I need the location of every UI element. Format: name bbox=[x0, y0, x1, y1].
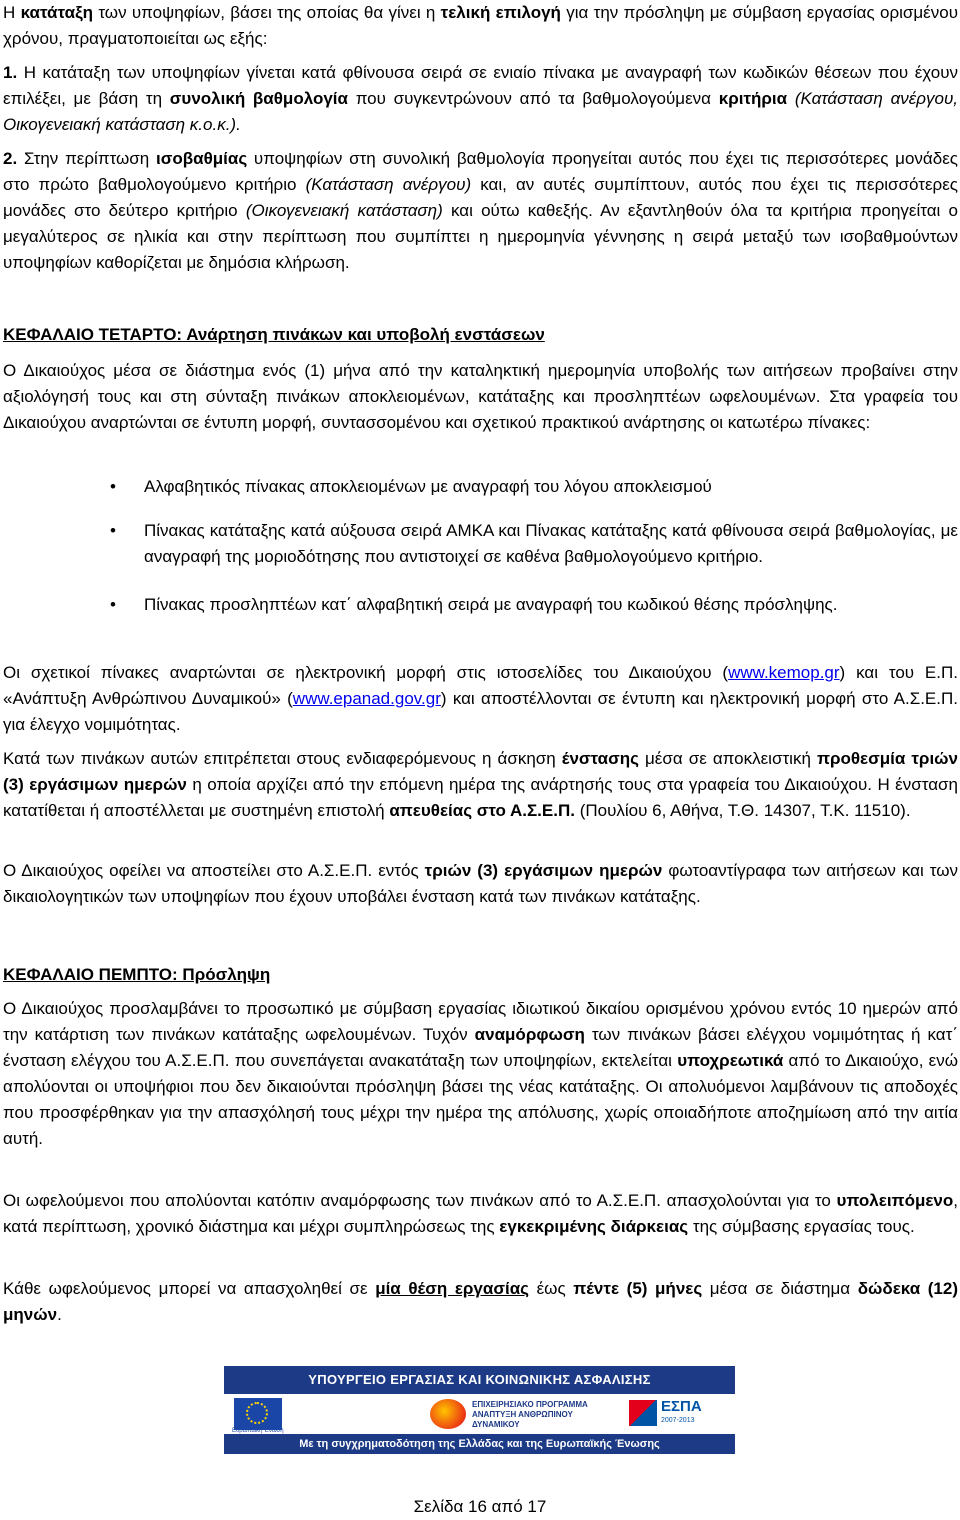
list-item-text: Πίνακας προσληπτέων κατ΄ αλφαβητική σειρά με αναγραφή του κωδικού θέσης πρόσληψης. bbox=[144, 595, 838, 614]
text: Η bbox=[3, 3, 21, 22]
chapter-5-paragraph-1 bbox=[3, 996, 958, 1152]
bold-text: αναμόρφωση bbox=[474, 1025, 585, 1044]
text: Οι ωφελούμενοι που απολύονται κατόπιν αναμόρφωσης των πινάκων από το Α.Σ.Ε.Π. απασχολούνται για το bbox=[3, 1191, 837, 1210]
criteria-item-2 bbox=[3, 146, 958, 276]
item-number: 1. bbox=[3, 63, 18, 82]
bold-text: εγκεκριμένης διάρκειας bbox=[499, 1217, 689, 1236]
eu-caption: Ευρωπαϊκή Ένωση bbox=[232, 1428, 284, 1434]
list-item-text: Αλφαβητικός πίνακας αποκλειομένων με αναγραφή του λόγου αποκλεισμού bbox=[144, 477, 712, 496]
cofunding-caption: Με τη συγχρηματοδότηση της Ελλάδας και της Ευρωπαϊκής Ένωσης bbox=[224, 1434, 735, 1454]
list-item bbox=[3, 474, 958, 500]
text: ) και αποστέλλονται σε έντυπη και ηλεκτρονική μορφή στο Α.Σ.Ε.Π. για έλεγχο νομιμότητας. bbox=[3, 689, 958, 734]
intro-paragraph bbox=[3, 0, 958, 52]
bold-text: δώδεκα (12) μηνών bbox=[3, 1279, 958, 1324]
chapter-4-paragraph-1: Ο Δικαιούχος μέσα σε διάστημα ενός (1) μήνα από την καταληκτική ημερομηνία υποβολής των αιτήσεων προβαίνει στην αξιολόγησή τους και στη σύνταξη πινάκων αποκλειομένων, κατάταξης και προσληπτέων ωφελουμένων. Στα γραφεία του Δικαιούχου αναρτώνται σε έντυπη μορφή, συντασσομένου και σχετικού πρακτικού ανάρτησης οι κατωτέρω πίνακες: bbox=[3, 361, 958, 432]
logos-strip bbox=[224, 1394, 735, 1434]
text: Κάθε ωφελούμενος μπορεί να απασχοληθεί σε bbox=[3, 1279, 376, 1298]
text: που συγκεντρώνουν από τα βαθμολογούμενα bbox=[347, 89, 719, 108]
page-number: Σελίδα 16 από 17 bbox=[413, 1497, 547, 1516]
chapter-5-paragraph-2 bbox=[3, 1188, 958, 1240]
funding-banner bbox=[224, 1366, 735, 1454]
bold-text: κριτήρια bbox=[718, 89, 788, 108]
espa-title: ΕΣΠΑ bbox=[661, 1398, 702, 1415]
espa-mark-icon bbox=[629, 1400, 657, 1426]
bold-text: τελική επιλογή bbox=[440, 3, 561, 22]
text: μέσα σε αποκλειστική bbox=[638, 749, 817, 768]
text: και, αν αυτές συμπίπτουν, αυτός που έχει τις περισσότερες μονάδες στο δεύτερο κριτήριο bbox=[3, 175, 958, 220]
chapter-5-paragraph-3 bbox=[3, 1276, 958, 1328]
list-item-text: Πίνακας κατάταξης κατά αύξουσα σειρά ΑΜΚΑ και Πίνακας κατάταξης κατά φθίνουσα σειρά βαθμολογίας, με αναγραφή της μοριοδότησης που αντιστοιχεί σε καθένα βαθμολογούμενο κριτήριο. bbox=[144, 521, 958, 566]
text: έως bbox=[528, 1279, 574, 1298]
bold-text: τριών (3) εργάσιμων ημερών bbox=[424, 861, 663, 880]
italic-text: (Οικογενειακή κατάσταση) bbox=[245, 201, 443, 220]
eu-stars-icon bbox=[246, 1402, 268, 1424]
bold-text: κατάταξη bbox=[20, 3, 94, 22]
operational-programme-logo-icon bbox=[430, 1399, 466, 1429]
chapter-4-paragraph-3 bbox=[3, 746, 958, 824]
bold-text: προθεσμία τριών (3) εργάσιμων ημερών bbox=[3, 749, 958, 794]
text: Ο Δικαιούχος οφείλει να αποστείλει στο Α.Σ.Ε.Π. εντός bbox=[3, 861, 425, 880]
text: Οι σχετικοί πίνακες αναρτώνται σε ηλεκτρονική μορφή στις ιστοσελίδες του Δικαιούχου ( bbox=[3, 663, 729, 682]
bullet-icon: • bbox=[110, 477, 116, 496]
text: ) και του Ε.Π. «Ανάπτυξη Ανθρώπινου Δυναμικού» ( bbox=[3, 663, 958, 708]
tables-list bbox=[3, 474, 958, 618]
espa-years: 2007-2013 bbox=[661, 1417, 695, 1424]
italic-text: (Κατάσταση ανέργου) bbox=[305, 175, 472, 194]
ministry-title: ΥΠΟΥΡΓΕΙΟ ΕΡΓΑΣΙΑΣ ΚΑΙ ΚΟΙΝΩΝΙΚΗΣ ΑΣΦΑΛΙΣΗΣ bbox=[224, 1366, 735, 1394]
bold-text: υπολειπόμενο bbox=[836, 1191, 954, 1210]
list-item bbox=[3, 592, 958, 618]
bold-text: πέντε (5) μήνες bbox=[573, 1279, 703, 1298]
text: των πινάκων βάσει ελέγχου νομιμότητας ή κατ΄ ένσταση ελέγχου του Α.Σ.Ε.Π. που συνεπάγεται ανακατάταξη των υποψηφίων, εκτελείται bbox=[3, 1025, 958, 1070]
text: των υποψηφίων, βάσει της οποίας θα γίνει η bbox=[93, 3, 441, 22]
operational-programme-title: ΕΠΙΧΕΙΡΗΣΙΑΚΟ ΠΡΟΓΡΑΜΜΑ ΑΝΑΠΤΥΞΗ ΑΝΘΡΩΠΙΝΟΥ ΔΥΝΑΜΙΚΟΥ bbox=[472, 1400, 588, 1429]
text: για την πρόσληψη με σύμβαση εργασίας ορισμένου χρόνου, πραγματοποιείται ως εξής: bbox=[3, 3, 959, 48]
bold-text: ισοβαθμίας bbox=[156, 149, 248, 168]
text: φωτοαντίγραφα των αιτήσεων και των δικαιολογητικών των υποψηφίων που έχουν υποβάλει ένσταση κατά των πινάκων κατάταξης. bbox=[3, 861, 958, 906]
bold-text: απευθείας στο Α.Σ.Ε.Π. bbox=[389, 801, 575, 820]
text: Στην περίπτωση bbox=[17, 149, 156, 168]
eu-flag-icon bbox=[234, 1398, 282, 1430]
kemop-link[interactable]: www.kemop.gr bbox=[728, 663, 840, 682]
bold-text: υποχρεωτικά bbox=[677, 1051, 784, 1070]
criteria-item-1 bbox=[3, 60, 958, 138]
text: Κατά των πινάκων αυτών επιτρέπεται στους ενδιαφερόμενους η άσκηση bbox=[3, 749, 562, 768]
text: (Πουλίου 6, Αθήνα, Τ.Θ. 14307, Τ.Κ. 11510). bbox=[574, 801, 911, 820]
epanad-link[interactable]: www.epanad.gov.gr bbox=[292, 689, 441, 708]
text: υποψηφίων στη συνολική βαθμολογία προηγείται αυτός που έχει τις περισσότερες μονάδες στο πρώτο βαθμολογούμενο κριτήριο bbox=[3, 149, 958, 194]
item-number: 2. bbox=[3, 149, 18, 168]
espa-logo bbox=[629, 1398, 725, 1430]
chapter-4-heading: ΚΕΦΑΛΑΙΟ ΤΕΤΑΡΤΟ: Ανάρτηση πινάκων και υποβολή ενστάσεων bbox=[3, 325, 545, 344]
chapter-4-paragraph-4 bbox=[3, 858, 958, 910]
text: η οποία αρχίζει από την επόμενη ημέρα της ανάρτησής τους στα γραφεία του Δικαιούχου. Η ένσταση κατατίθεται ή αποστέλλεται με συστημένη επιστολή bbox=[3, 775, 958, 820]
chapter-4-paragraph-2 bbox=[3, 660, 958, 738]
text: και ούτω καθεξής. Αν εξαντληθούν όλα τα κριτήρια προηγείται ο μεγαλύτερος σε ηλικία και στην περίπτωση που συμπίπτει η ημερομηνία γέννησης η σειρά μεταξύ των ισοβαθμούντων υποψηφίων καθορίζεται με δημόσια κλήρωση. bbox=[3, 201, 958, 272]
text: μέσα σε διάστημα bbox=[702, 1279, 858, 1298]
chapter-5-heading: ΚΕΦΑΛΑΙΟ ΠΕΜΠΤΟ: Πρόσληψη bbox=[3, 965, 271, 984]
text: από το Δικαιούχο, ενώ απολύονται οι υποψήφιοι που δεν δικαιούνται πρόσληψη βάσει της νέας κατάταξης. Οι απολυόμενοι λαμβάνουν τις αποδοχές που προσφέρθηκαν για την απασχόλησή τους μέχρι την ημέρα της απόλυσης, χωρίς οποιαδήποτε αποζημίωση από την αιτία αυτή. bbox=[3, 1051, 958, 1148]
underlined-bold-text bbox=[375, 1279, 529, 1298]
italic-text: (Κατάσταση ανέργου, Οικογενειακή κατάσταση κ.ο.κ.). bbox=[3, 89, 959, 134]
underlined-text: μία θέση εργασίας bbox=[375, 1279, 529, 1298]
bullet-icon: • bbox=[110, 595, 116, 614]
bold-text: συνολική βαθμολογία bbox=[169, 89, 348, 108]
text: , κατά περίπτωση, χρονικό διάστημα και μέχρι συμπληρώσεως της bbox=[3, 1191, 958, 1236]
text: Ο Δικαιούχος προσλαμβάνει το προσωπικό με σύμβαση εργασίας ιδιωτικού δικαίου ορισμένου χρόνου εντός 10 ημερών από την κατάρτιση των πινάκων κατάταξης ωφελουμένων. Τυχόν bbox=[3, 999, 958, 1044]
bullet-icon: • bbox=[110, 521, 116, 540]
list-item bbox=[3, 518, 958, 570]
text: Η κατάταξη των υποψηφίων γίνεται κατά φθίνουσα σειρά σε ενιαίο πίνακα με αναγραφή των κωδικών θέσεων που έχουν επιλέξει, με βάση τη bbox=[3, 63, 958, 108]
bold-text: ένστασης bbox=[561, 749, 639, 768]
text: της σύμβασης εργασίας τους. bbox=[688, 1217, 915, 1236]
text: . bbox=[57, 1305, 62, 1324]
